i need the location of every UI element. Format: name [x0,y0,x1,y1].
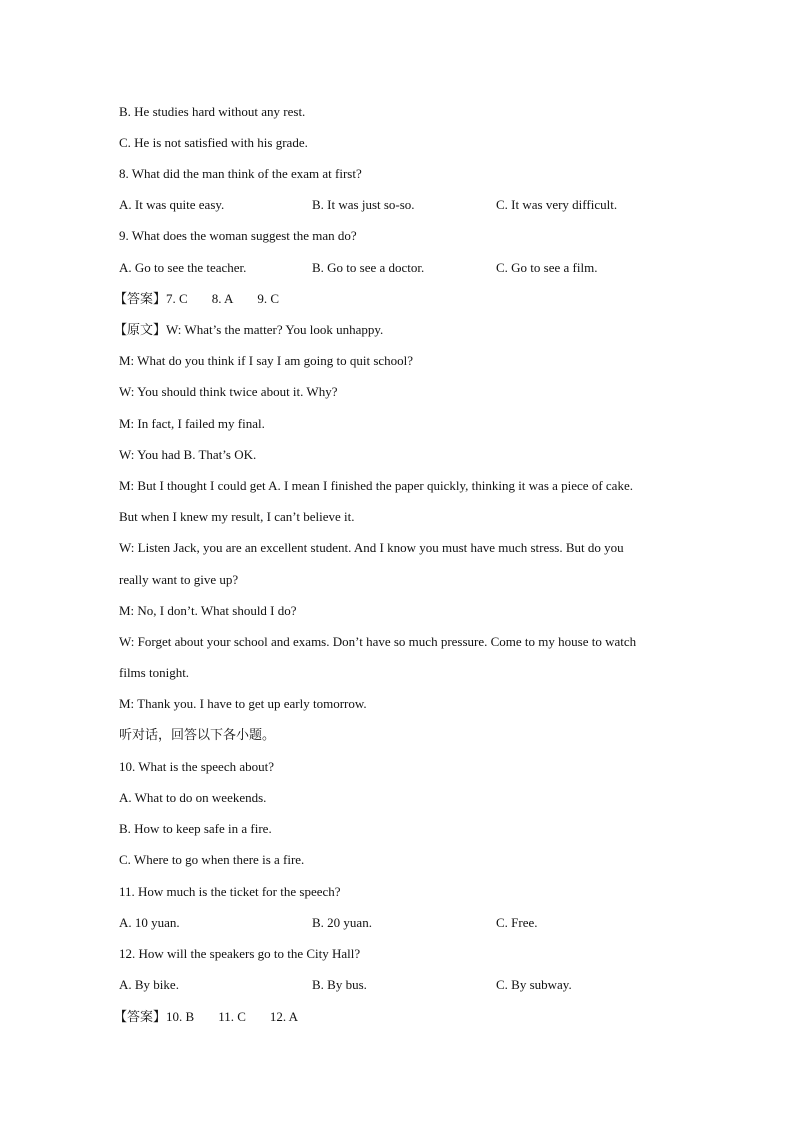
transcript-line: M: What do you think if I say I am going to quit school? [119,353,414,368]
option-9b: B. Go to see a doctor. [312,260,425,275]
transcript-line: films tonight. [119,665,190,680]
transcript-tag: 【原文】 [114,323,167,338]
transcript-line: really want to give up? [119,572,239,587]
option-10b: B. How to keep safe in a fire. [119,821,272,836]
answer-item: 9. C [257,291,280,306]
answer-line-1 [114,291,303,308]
transcript-line: M: In fact, I failed my final. [119,416,265,431]
section-instruction: 听对话，回答以下各小题。 [119,728,276,743]
option-12a: A. By bike. [119,977,179,992]
answer-tag: 【答案】 [114,1010,167,1025]
question-11: 11. How much is the ticket for the speech? [119,884,341,899]
option-11a: A. 10 yuan. [119,915,180,930]
question-8: 8. What did the man think of the exam at first? [119,166,362,181]
option-8b: B. It was just so-so. [312,197,415,212]
option-9c: C. Go to see a film. [496,260,598,275]
transcript-line: W: You had B. That’s OK. [119,447,257,462]
option-10a: A. What to do on weekends. [119,790,267,805]
option-11b: B. 20 yuan. [312,915,372,930]
transcript-line: M: No, I don’t. What should I do? [119,603,297,618]
option-8a: A. It was quite easy. [119,197,225,212]
question-12: 12. How will the speakers go to the City Hall? [119,946,361,961]
answer-item: 7. C [166,291,188,306]
answer-item: 11. C [218,1009,246,1024]
answer-item: 10. B [166,1009,195,1024]
transcript-line: W: Forget about your school and exams. Don’t have so much pressure. Come to my house to watch [119,634,637,649]
option-10c: C. Where to go when there is a fire. [119,852,305,867]
option-8c: C. It was very difficult. [496,197,618,212]
transcript-line-1 [114,322,383,339]
option-12b: B. By bus. [312,977,367,992]
transcript-line: But when I knew my result, I can’t believe it. [119,509,355,524]
option-7b: B. He studies hard without any rest. [119,104,306,119]
answer-item: 12. A [269,1009,299,1024]
transcript-line: W: You should think twice about it. Why? [119,384,338,399]
transcript-text: W: What’s the matter? You look unhappy. [166,322,384,337]
question-10: 10. What is the speech about? [119,759,274,774]
transcript-line: W: Listen Jack, you are an excellent student. And I know you must have much stress. But do you [119,540,624,555]
answer-tag: 【答案】 [114,292,167,307]
option-7c: C. He is not satisfied with his grade. [119,135,308,150]
transcript-line: M: But I thought I could get A. I mean I finished the paper quickly, thinking it was a piece of cake. [119,478,633,493]
answer-item: 8. A [211,291,234,306]
question-9: 9. What does the woman suggest the man do? [119,228,357,243]
option-12c: C. By subway. [496,977,572,992]
option-11c: C. Free. [496,915,538,930]
answer-line-2 [114,1009,322,1026]
transcript-line: M: Thank you. I have to get up early tomorrow. [119,696,367,711]
option-9a: A. Go to see the teacher. [119,260,247,275]
